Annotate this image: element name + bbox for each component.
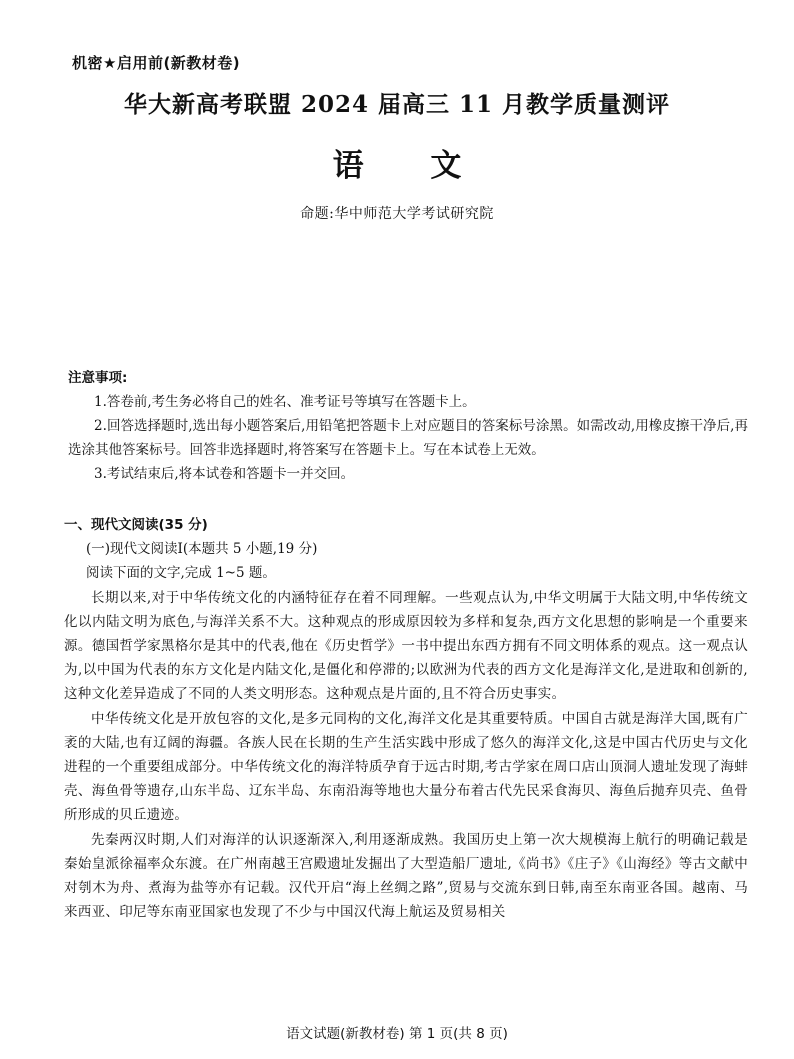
reading-section xyxy=(64,513,748,924)
confidential-label: 机密★启用前(新教材卷) xyxy=(72,54,241,72)
subsection-heading: (一)现代文阅读Ⅰ(本题共 5 小题,19 分) xyxy=(86,541,318,558)
page-footer: 语文试题(新教材卷) 第 1 页(共 8 页) xyxy=(286,1026,508,1042)
section-heading: 一、现代文阅读(35 分) xyxy=(64,517,208,533)
notice-heading: 注意事项: xyxy=(68,370,128,386)
subject-title: 语 文 xyxy=(332,148,490,184)
exam-title: 华大新高考联盟 2024 届高三 11 月教学质量测评 xyxy=(123,91,671,118)
notice-item: 2.回答选择题时,选出每小题答案后,用铅笔把答题卡上对应题目的答案标号涂黑。如需改动,用橡皮擦干净后,再选涂其他答案标号。回答非选择题时,将答案写在答题卡上。写在本试卷上无效。 xyxy=(68,418,748,458)
notice-item: 1.答卷前,考生务必将自己的姓名、准考证号等填写在答题卡上。 xyxy=(94,394,476,410)
author-line: 命题:华中师范大学考试研究院 xyxy=(300,206,494,222)
notice-item: 3.考试结束后,将本试卷和答题卡一并交回。 xyxy=(94,466,355,482)
reading-instruction: 阅读下面的文字,完成 1~5 题。 xyxy=(86,565,276,582)
notice-block xyxy=(68,366,748,486)
passage-paragraph: 中华传统文化是开放包容的文化,是多元同构的文化,海洋文化是其重要特质。中国自古就是海洋大国,既有广袤的大陆,也有辽阔的海疆。各族人民在长期的生产生活实践中形成了悠久的海洋文化,这是中国古代历史与文化进程的一个重要组成部分。中华传统文化的海洋特质孕育于远古时期,考古学家在周口店山顶洞人遗址发现了海蚌壳、海鱼骨等遗存,山东半岛、辽东半岛、东南沿海等地也大量分布着古代先民采食海贝、海鱼后抛弃贝壳、鱼骨所形成的贝丘遗迹。 xyxy=(64,710,748,824)
passage-paragraph: 先秦两汉时期,人们对海洋的认识逐渐深入,利用逐渐成熟。我国历史上第一次大规模海上航行的明确记载是秦始皇派徐福率众东渡。在广州南越王宫殿遗址发掘出了大型造船厂遗址,《尚书》《庄子》《山海经》等古文献中对刳木为舟、煮海为盐等亦有记载。汉代开启“海上丝绸之路”,贸易与交流东到日韩,南至东南亚各国。越南、马来西亚、印尼等东南亚国家也发现了不少与中国汉代海上航运及贸易相关 xyxy=(64,831,748,921)
passage-paragraph: 长期以来,对于中华传统文化的内涵特征存在着不同理解。一些观点认为,中华文明属于大陆文明,中华传统文化以内陆文明为底色,与海洋关系不大。这种观点的形成原因较为多样和复杂,西方文化思想的影响是一个重要来源。德国哲学家黑格尔是其中的代表,他在《历史哲学》一书中提出东西方拥有不同文明体系的观点。这一观点认为,以中国为代表的东方文化是内陆文化,是僵化和停滞的;以欧洲为代表的西方文化是海洋文化,是进取和创新的,这种文化差异造成了不同的人类文明形态。这种观点是片面的,且不符合历史事实。 xyxy=(64,589,748,703)
